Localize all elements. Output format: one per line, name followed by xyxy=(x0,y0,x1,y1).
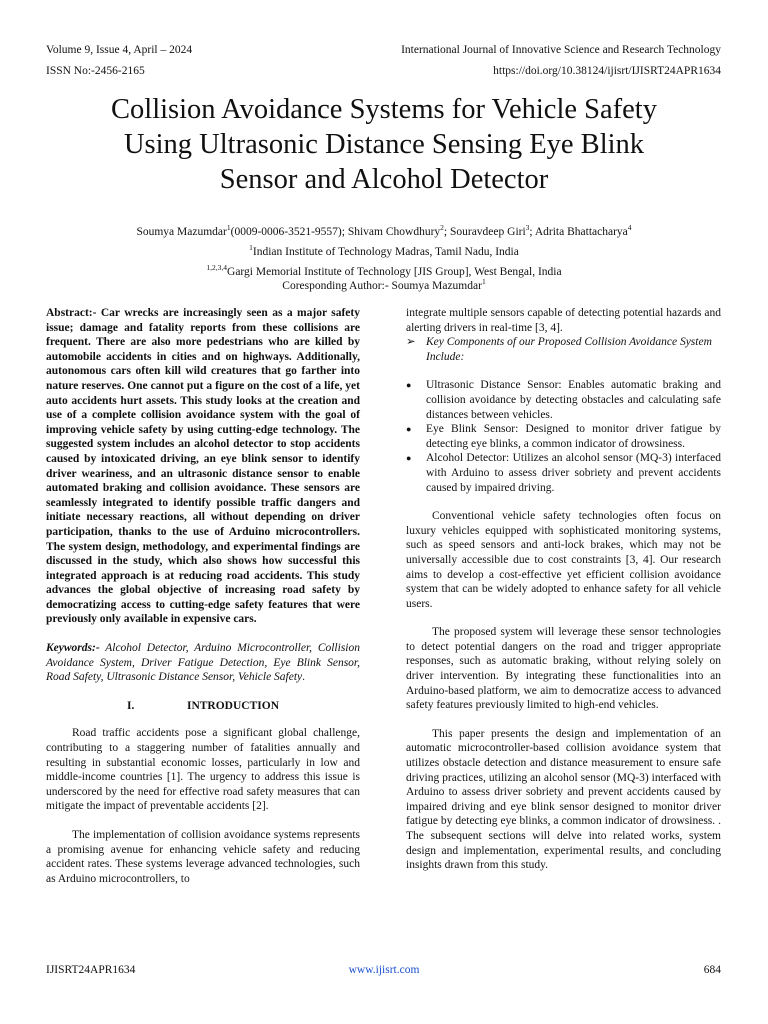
body-paragraph: Conventional vehicle safety technologies often focus on luxury vehicles equipped with sophisticated monitoring systems, such as speed sensors and anti-lock brakes, which may not be universally accessible due to cost constraints [3, 4]. Our research aims to develop a cost-effective yet efficient collision avoidance system that can be widely adopted to enhance safety for all vehicle users. xyxy=(406,510,721,610)
section-heading: I. INTRODUCTION xyxy=(126,699,279,712)
footer-id: IJISRT24APR1634 xyxy=(46,964,136,976)
list-item: ● Alcohol Detector: Utilizes an alcohol sensor (MQ-3) interfaced with Arduino to assess driver sobriety and prevent accidents caused by impaired driving. xyxy=(406,452,721,494)
arrow-bullet-icon: ➢ xyxy=(406,336,416,349)
left-column xyxy=(46,306,360,886)
title-line: Collision Avoidance Systems for Vehicle Safety xyxy=(111,94,657,125)
page-number: 684 xyxy=(703,964,721,976)
components-heading: ➢ Key Components of our Proposed Collision Avoidance System Include: xyxy=(406,336,712,363)
component-list xyxy=(406,378,721,495)
bullet-icon: ● xyxy=(406,380,412,391)
keywords: Keywords:- Alcohol Detector, Arduino Microcontroller, Collision Avoidance System, Driver Fatigue Detection, Eye Blink Sensor, Road Safety, Ultrasonic Distance Sensor, Vehicle Safety. xyxy=(46,642,360,684)
bullet-icon: ● xyxy=(406,424,412,435)
author-list: Soumya Mazumdar$^1$(0009-0006-3521-9557); Shivam Chowdhury$^2$; Souravdeep Giri$^3$; Adrita Bhattacharya$^4$ xyxy=(136,223,632,238)
intro-paragraph: The implementation of collision avoidance systems represents a promising avenue for enhancing vehicle safety and reducing accident rates. These systems leverage advanced technologies, such as Arduino microcontrollers, to xyxy=(46,829,360,885)
list-item: ● Ultrasonic Distance Sensor: Enables automatic braking and collision avoidance by detecting obstacles and calculating safe distances between vehicles. xyxy=(406,379,721,421)
title-line: Sensor and Alcohol Detector xyxy=(219,164,549,195)
body-paragraph: The proposed system will leverage these sensor technologies to detect potential dangers on the road and trigger appropriate responses, such as automatic braking, without relying solely on driver intervention. By integrating these functionalities into an Arduino-based platform, we aim to democratize access to advanced safety features previously limited to high-end vehicles. xyxy=(406,626,721,712)
corresponding-author: Coresponding Author:- Soumya Mazumdar$^1$ xyxy=(282,277,486,292)
abstract: Abstract:- Car wrecks are increasingly seen as a major safety issue; damage and fatality reports from these collisions are frequent. There are also more pedestrians who are killed by automobile accidents in cities and on highways. Additionally, autonomous cars often kill wild creatures that go farther into nature reserves. One cannot put a figure on the cost of a life, yet auto accidents hurt assets. This study looks at the creation and use of a complete collision avoidance system with the goal of improving vehicle safety by using cutting-edge technology. The suggested system includes an alcohol detector to stop accidents caused by intoxicated driving, an eye blink sensor to identify driver weariness, and an ultrasonic distance sensor to enable automated braking and collision avoidance. These sensors are seamlessly integrated to identify possible traffic dangers and initiate necessary reactions, all without depending on driver participation, thanks to the use of Arduino microcontrollers. The system design, methodology, and experimental findings are discussed in the study, which also shows how successful this integrated approach is at reducing road accidents. This study advances the global objective of increasing road safety by democratizing access to cutting-edge safety features that were previously only available in expensive cars. xyxy=(46,307,360,626)
volume-info: Volume 9, Issue 4, April – 2024 xyxy=(46,44,193,56)
affiliation: $^{1,2,3,4}$Gargi Memorial Institute of Technology [JIS Group], West Bengal, India xyxy=(206,262,562,278)
issn: ISSN No:-2456-2165 xyxy=(46,65,145,77)
intro-paragraph: Road traffic accidents pose a significant global challenge, contributing to a staggering number of fatalities annually and resulting in substantial economic losses, particularly in low and middle-income countries [1]. The urgency to address this issue is underscored by the need for effective road safety measures that can mitigate the impact of preventable accidents [2]. xyxy=(46,727,360,813)
title-line: Using Ultrasonic Distance Sensing Eye Blink xyxy=(123,129,645,160)
journal-name: International Journal of Innovative Science and Research Technology xyxy=(401,44,721,56)
paper-title xyxy=(40,92,728,197)
affiliation: $^1$Indian Institute of Technology Madras, Tamil Nadu, India xyxy=(249,242,519,258)
continued-paragraph: integrate multiple sensors capable of detecting potential hazards and alerting drivers in real-time [3, 4]. xyxy=(406,307,721,334)
right-column xyxy=(406,306,721,873)
author-block xyxy=(40,220,728,279)
list-item: ● Eye Blink Sensor: Designed to monitor driver fatigue by detecting eye blinks, a common indicator of drowsiness. xyxy=(406,423,721,450)
doi-link[interactable]: https://doi.org/10.38124/ijisrt/IJISRT24APR1634 xyxy=(493,65,721,77)
bullet-icon: ● xyxy=(406,453,412,464)
footer-site-link[interactable]: www.ijisrt.com xyxy=(348,964,420,976)
body-paragraph: This paper presents the design and implementation of an automatic microcontroller-based collision avoidance system that utilizes obstacle detection and distance measurement to ensure safe driving practices, utilizing an alcohol sensor (MQ-3) interfaced with Arduino to assess driver sobriety and prevent accidents caused by impaired driving and eye blink sensor designed to monitor driver fatigue by detecting eye blinks, a common indicator of drowsiness. . The subsequent sections will delve into related works, system design and implementation, experimental results, and concluding insights drawn from this study. xyxy=(406,727,721,872)
